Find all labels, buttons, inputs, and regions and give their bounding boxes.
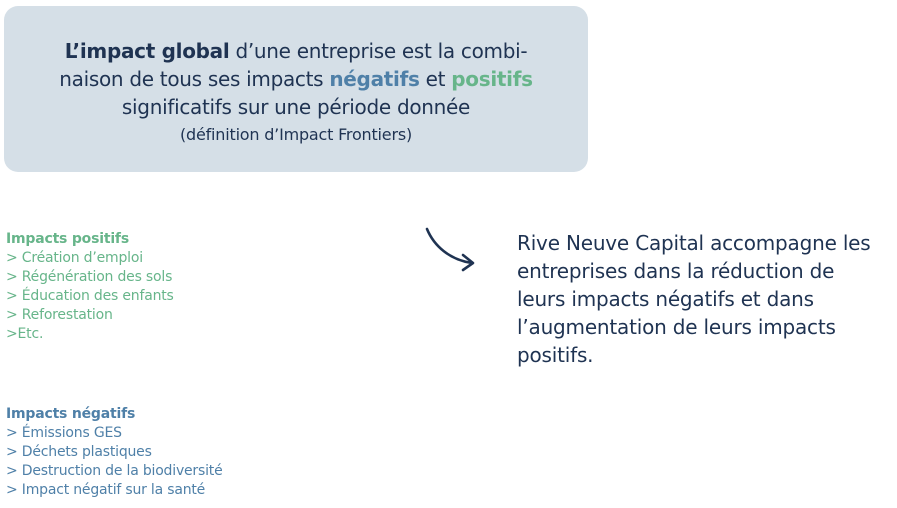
list-item: > Déchets plastiques xyxy=(6,444,152,460)
list-item: > Éducation des enfants xyxy=(6,288,174,304)
negative-impacts-heading: Impacts négatifs xyxy=(6,406,136,422)
negative-impacts-list xyxy=(6,405,222,500)
mission-statement: Rive Neuve Capital accompagne les entreprises dans la réduction de leurs impacts négatifs et dans l’augmentation de leurs impacts positifs. xyxy=(517,231,871,367)
list-item: >Etc. xyxy=(6,326,44,342)
callout-line-2 xyxy=(4,65,588,93)
list-item: > Destruction de la biodiversité xyxy=(6,463,223,479)
positive-impacts-heading: Impacts positifs xyxy=(6,231,129,247)
list-item: > Régénération des sols xyxy=(6,269,173,285)
callout-line-2-connector: et xyxy=(419,67,452,91)
negative-term: négatifs xyxy=(329,67,420,91)
list-item: > Impact négatif sur la santé xyxy=(6,482,206,498)
list-item: > Émissions GES xyxy=(6,425,122,441)
callout-line-1 xyxy=(4,37,588,65)
list-item: > Création d’emploi xyxy=(6,250,143,266)
positive-impacts-list xyxy=(6,230,174,344)
definition-callout xyxy=(4,6,588,172)
definition-source: (définition d’Impact Frontiers) xyxy=(179,125,413,144)
curved-arrow-icon xyxy=(422,226,478,272)
callout-line-3: significatifs sur une période donnée xyxy=(121,95,471,119)
callout-line-1-text: d’une entreprise est la combi- xyxy=(229,39,528,63)
impact-global-term: L’impact global xyxy=(64,39,230,63)
callout-line-2-text: naison de tous ses impacts xyxy=(59,67,330,91)
positive-term: positifs xyxy=(451,67,533,91)
list-item: > Reforestation xyxy=(6,307,113,323)
